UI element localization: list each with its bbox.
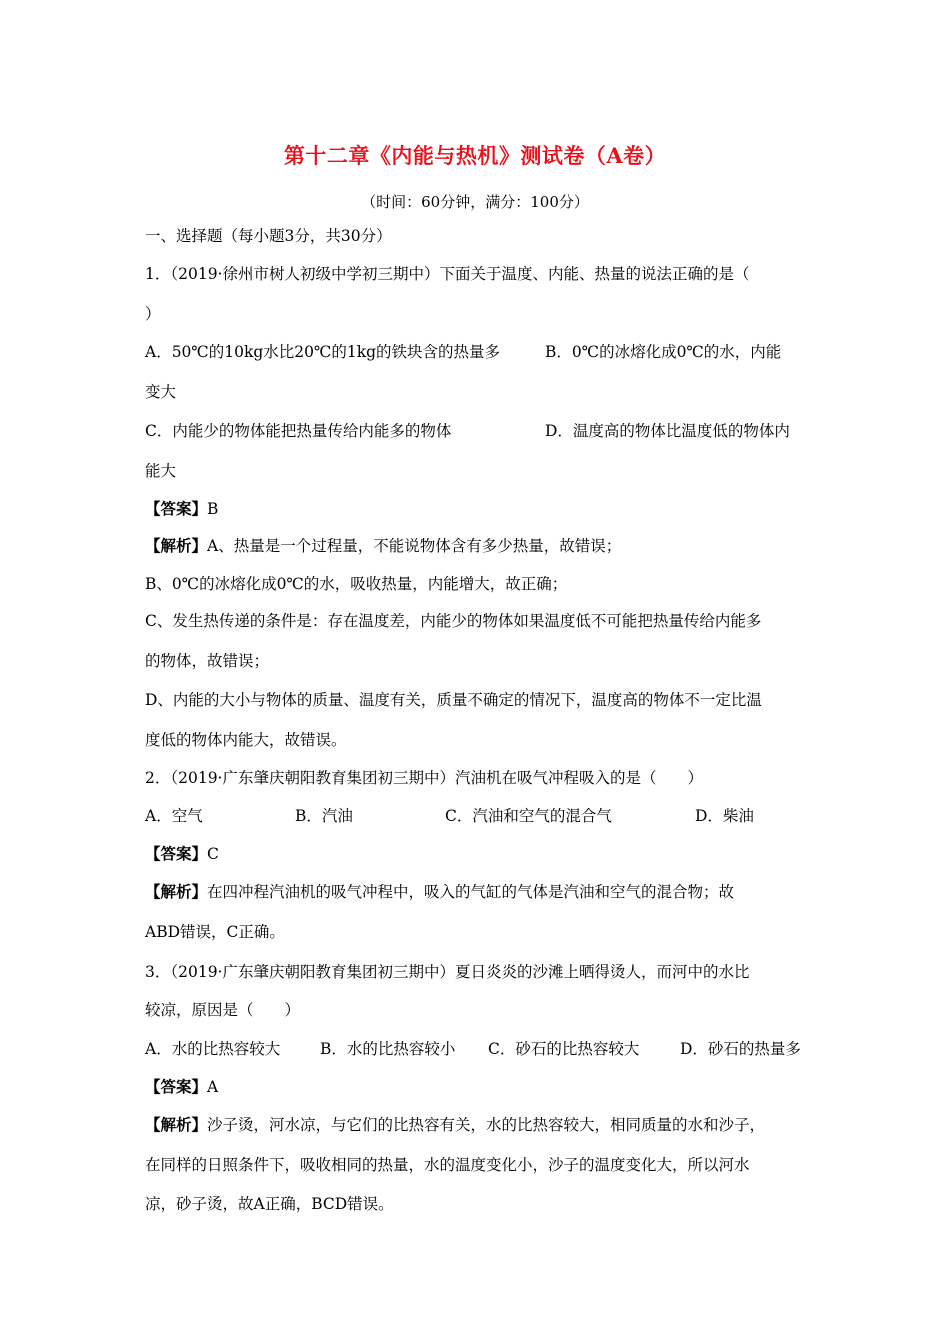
analysis-line: 沙子烫，河水凉，与它们的比热容有关，水的比热容较大，相同质量的水和沙子， — [207, 1116, 766, 1134]
q1-analysis-line: C、发生热传递的条件是：存在温度差，内能少的物体如果温度低不可能把热量传给内能多 — [145, 612, 762, 630]
page-title: 第十二章《内能与热机》测试卷（A卷） — [283, 143, 667, 168]
q2-option-d: D．柴油 — [695, 807, 754, 825]
analysis-line: 在四冲程汽油机的吸气冲程中，吸入的气缸的气体是汽油和空气的混合物；故 — [207, 883, 735, 901]
q3-analysis-line: 凉，砂子烫，故A正确，BCD错误。 — [145, 1195, 394, 1213]
answer-value: A — [207, 1078, 219, 1096]
q1-analysis — [145, 536, 621, 556]
answer-value: C — [207, 845, 219, 863]
q1-analysis-line: B、0℃的冰熔化成0℃的水，吸收热量，内能增大，故正确； — [145, 575, 568, 593]
q3-stem-cont: 较凉，原因是（ ） — [145, 1001, 301, 1019]
q1-option-b: B．0℃的冰熔化成0℃的水，内能 — [545, 343, 782, 361]
q1-option-d: D．温度高的物体比温度低的物体内 — [545, 422, 790, 440]
analysis-tag: 【解析】 — [145, 882, 208, 901]
q1-option-c: C．内能少的物体能把热量传给内能多的物体 — [145, 422, 452, 440]
q1-option-d-cont: 能大 — [145, 462, 177, 480]
q1-option-a: A．50℃的10kg水比20℃的1kg的铁块含的热量多 — [145, 343, 501, 361]
q3-option-d: D．砂石的热量多 — [680, 1040, 801, 1058]
analysis-line: A、热量是一个过程量，不能说物体含有多少热量，故错误； — [207, 537, 622, 555]
q2-analysis — [145, 882, 734, 902]
answer-tag: 【答案】 — [145, 1077, 208, 1096]
q2-option-b: B．汽油 — [295, 807, 353, 825]
section-heading: 一、选择题（每小题3分，共30分） — [145, 227, 392, 245]
q2-analysis-line: ABD错误，C正确。 — [145, 923, 285, 941]
q3-analysis-line: 在同样的日照条件下，吸收相同的热量，水的温度变化小，沙子的温度变化大，所以河水 — [145, 1156, 750, 1174]
q3-stem: 3．（2019·广东肇庆朝阳教育集团初三期中）夏日炎炎的沙滩上晒得烫人，而河中的水比 — [145, 963, 750, 981]
q2-option-a: A．空气 — [145, 807, 203, 825]
analysis-tag: 【解析】 — [145, 536, 208, 555]
q1-analysis-line: 度低的物体内能大，故错误。 — [145, 731, 347, 749]
q3-answer — [145, 1077, 218, 1097]
answer-tag: 【答案】 — [145, 499, 208, 518]
q2-answer — [145, 844, 219, 864]
q1-analysis-line: D、内能的大小与物体的质量、温度有关，质量不确定的情况下，温度高的物体不一定比温 — [145, 691, 762, 709]
q1-stem-cont: ） — [145, 305, 161, 323]
q3-analysis — [145, 1115, 765, 1135]
q2-option-c: C．汽油和空气的混合气 — [445, 807, 612, 825]
q3-option-c: C．砂石的比热容较大 — [488, 1040, 640, 1058]
q3-option-a: A．水的比热容较大 — [145, 1040, 281, 1058]
analysis-tag: 【解析】 — [145, 1115, 208, 1134]
answer-tag: 【答案】 — [145, 844, 208, 863]
q1-option-b-cont: 变大 — [145, 383, 177, 401]
answer-value: B — [207, 500, 219, 518]
q3-option-b: B．水的比热容较小 — [320, 1040, 456, 1058]
q1-analysis-line: 的物体，故错误； — [145, 652, 270, 670]
exam-info: （时间：60分钟，满分：100分） — [361, 193, 589, 211]
q1-answer — [145, 499, 218, 519]
q2-stem: 2．（2019·广东肇庆朝阳教育集团初三期中）汽油机在吸气冲程吸入的是（ ） — [145, 769, 703, 787]
q1-stem: 1．（2019·徐州市树人初级中学初三期中）下面关于温度、内能、热量的说法正确的是（ — [145, 265, 750, 283]
